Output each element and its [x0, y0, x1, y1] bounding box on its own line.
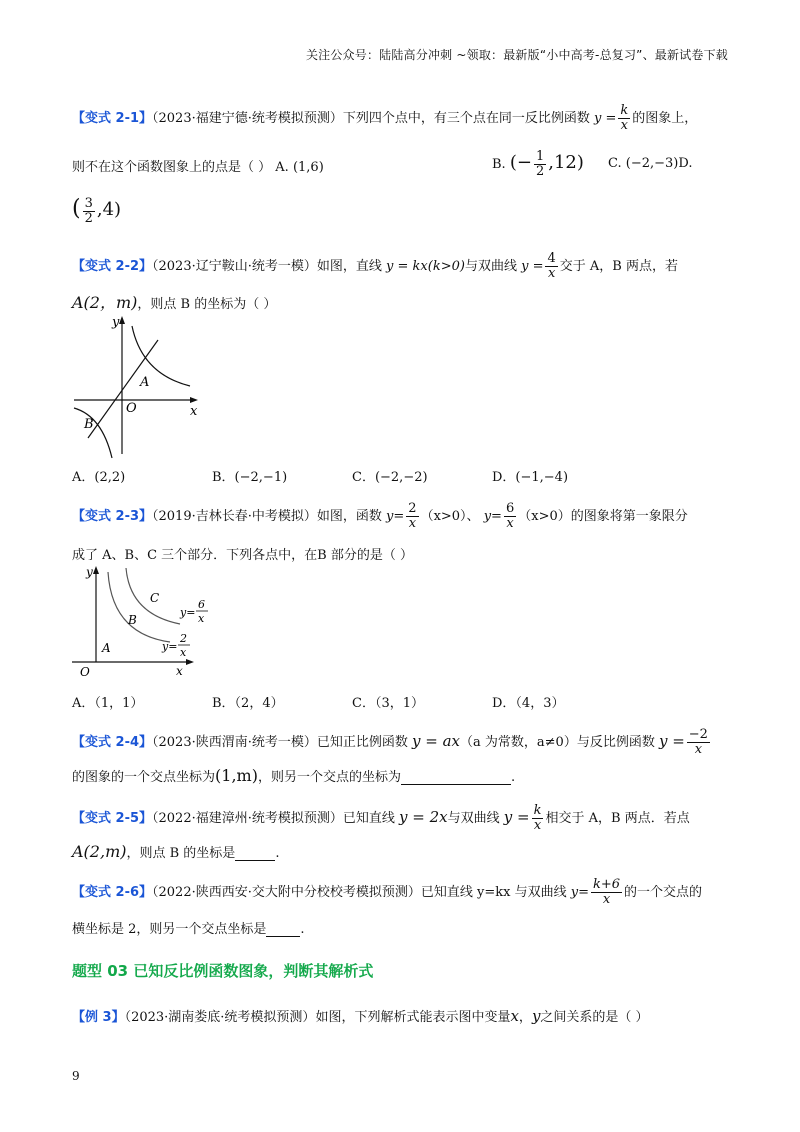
v26-hyp-fraction — [591, 878, 622, 907]
v22-a-label: A — [140, 375, 150, 390]
v21-optB-num: 1 — [535, 149, 545, 164]
v23-option-b: B．（2，4） — [212, 696, 284, 711]
v26-text3: 横坐标是 2，则另一个交点坐标是 — [72, 922, 267, 937]
ex3-text2: 之间关系的是（ ） — [540, 1010, 649, 1025]
v23-f6-lhs: y= — [180, 606, 196, 619]
v24-text5: . — [510, 770, 516, 785]
v25-hyp-lhs: y = — [503, 808, 530, 826]
v22-x-arrow — [190, 397, 198, 403]
v24-point: (1,m) — [215, 766, 258, 785]
v23-f2-num: 6 — [505, 501, 515, 516]
v23-line2: 成了 A、B、C 三个部分．下列各点中，在B 部分的是（ ） — [72, 548, 413, 563]
v26-source: （2022·陕西西安·交大附中分校校考模拟预测） — [152, 885, 421, 900]
v21-optA-value: (1,6) — [292, 160, 324, 175]
v25-source: （2022·福建漳州·统考模拟预测） — [152, 811, 343, 826]
ex3-source: （2023·湖南娄底·统考模拟预测） — [124, 1010, 316, 1025]
v22-o-label: O — [126, 401, 137, 416]
v23-x-arrow — [186, 659, 194, 665]
v24-text1: 已知正比例函数 — [316, 735, 408, 750]
v23-f1-cond: （x>0）、 — [420, 509, 480, 524]
v23-c-label: C — [150, 591, 160, 605]
v23-b-label: B — [128, 613, 137, 627]
v22-option-a: A．(2,2) — [72, 470, 126, 485]
v25-hyp-fraction — [532, 804, 544, 833]
v22-y-arrow — [119, 316, 125, 324]
ex3-var-x: x — [510, 1007, 519, 1025]
v23-source: （2019·吉林长春·中考模拟） — [152, 509, 317, 524]
v21-optC — [608, 156, 692, 171]
v25-hyp-num: k — [533, 803, 542, 818]
v23-f6-num: 6 — [198, 598, 205, 611]
page-number: 9 — [72, 1069, 80, 1083]
v23-o-label: O — [80, 665, 90, 679]
v23-curve-2x — [108, 572, 170, 642]
v23-f6-den: x — [198, 612, 205, 625]
v21-optB-label: B. — [492, 157, 506, 172]
v22-hyp-fraction — [545, 252, 557, 281]
ex3-text1: 如图，下列解析式能表示图中变量 — [315, 1010, 511, 1025]
v21-optD-den: 2 — [84, 211, 93, 226]
v22-option-b: B．(−2,−1) — [212, 470, 288, 485]
v23-f1-lhs: y= — [386, 509, 405, 524]
v25-text2: 与双曲线 — [447, 811, 500, 826]
v24-hyp-fraction — [687, 728, 710, 757]
v26-hyp-den: x — [602, 892, 611, 907]
v26-hyp-lhs: y= — [570, 885, 589, 900]
v23-f2-den: x — [506, 516, 514, 531]
v26-text1: 已知直线 y=kx 与双曲线 — [420, 885, 567, 900]
v23-f2-num: 2 — [180, 632, 187, 645]
v23-line1 — [72, 502, 688, 531]
v26-text2: 的一个交点的 — [624, 885, 703, 900]
v21-text3: 则不在这个函数图象上的点是（ ） — [72, 160, 272, 175]
v22-text2: 与双曲线 — [464, 259, 517, 274]
v21-optD-num: 3 — [84, 196, 93, 211]
v22-graph — [72, 312, 208, 462]
v24-hyp-num: −2 — [688, 727, 708, 742]
v22-option-c: C．(−2,−2) — [352, 470, 428, 485]
v24-eq1: y = ax — [412, 732, 461, 750]
v23-x-label: x — [176, 664, 183, 678]
v23-graph — [72, 564, 228, 682]
v22-tag: 【变式 2-2】 — [72, 259, 153, 274]
v22-hyp-num: 4 — [547, 251, 556, 266]
v21-tag: 【变式 2-1】 — [72, 111, 153, 126]
v23-text1: 如图，函数 — [316, 509, 382, 524]
v21-optD-pre: ( — [72, 196, 81, 221]
v23-f1-den: x — [408, 516, 417, 531]
v23-option-c: C．（3，1） — [352, 696, 424, 711]
v21-optB-fraction — [534, 150, 546, 179]
v25-line2 — [72, 842, 279, 861]
v22-point-a: A(2，m) — [72, 293, 138, 312]
v21-func-lhs: y = — [594, 111, 617, 126]
section-heading — [72, 960, 373, 981]
v21-optA-label: A. — [275, 160, 289, 175]
v24-text2: （a 为常数，a≠0）与反比例函数 — [460, 735, 655, 750]
v23-f1-num: 2 — [408, 501, 417, 516]
v22-option-d: D．(−1,−4) — [492, 470, 569, 485]
section-title: 题型 03 已知反比例函数图象，判断其解析式 — [72, 962, 374, 980]
v24-text3: 的图象的一个交点坐标为 — [72, 770, 216, 785]
v24-tag: 【变式 2-4】 — [72, 735, 153, 750]
v23-option-a: A．（1，1） — [72, 696, 144, 711]
v25-line1 — [72, 804, 690, 833]
v21-text2: 的图象上， — [632, 111, 698, 126]
v23-y-label: y — [86, 565, 93, 579]
v24-line2 — [72, 766, 515, 785]
v21-optB-post: ,12) — [548, 152, 584, 173]
v25-point: A(2,m) — [72, 842, 127, 861]
v26-line1 — [72, 878, 702, 907]
v21-optB — [492, 150, 584, 179]
v24-text4: ，则另一个交点的坐标为 — [257, 770, 401, 785]
v24-line1 — [72, 728, 712, 757]
ex3-line1 — [72, 1006, 649, 1025]
v22-text1: 如图，直线 — [316, 259, 382, 274]
v21-source: （2023·福建宁德·统考模拟预测） — [152, 111, 343, 126]
v21-func-num: k — [620, 103, 629, 118]
v21-optD-label: D. — [678, 156, 693, 171]
ex3-var-y: y — [531, 1007, 541, 1025]
v22-hyp-lhs: y = — [521, 259, 544, 274]
v23-f2-cond: （x>0） — [518, 509, 571, 524]
v22-text5: ，则点 B 的坐标为（ ） — [137, 297, 277, 312]
v22-y-label: y — [112, 315, 120, 330]
v23-y-arrow — [93, 566, 99, 574]
v22-hyp-den: x — [547, 266, 556, 281]
v26-hyp-num: k+6 — [592, 877, 621, 892]
v21-line2 — [72, 156, 324, 175]
v25-answer-blank[interactable] — [235, 846, 275, 861]
v23-option-d: D．（4，3） — [492, 696, 565, 711]
v21-optC-label: C. — [608, 156, 622, 171]
v24-answer-blank[interactable] — [401, 770, 511, 785]
v26-text4: . — [300, 922, 305, 937]
v25-text5: . — [275, 846, 280, 861]
ex3-sep: ， — [518, 1010, 532, 1025]
v22-source: （2023·辽宁鞍山·统考一模） — [152, 259, 317, 274]
v21-optD — [72, 196, 121, 226]
v22-line-eq: y = kx(k>0) — [386, 259, 465, 274]
v25-hyp-den: x — [533, 818, 542, 833]
v23-f2-fraction — [504, 502, 516, 531]
v23-text2: 的图象将第一象限分 — [570, 509, 688, 524]
ex3-tag: 【例 3】 — [72, 1010, 125, 1025]
v23-f2-lhs: y= — [162, 640, 178, 653]
v21-optB-pre: (− — [509, 152, 532, 173]
v21-func-fraction — [618, 104, 630, 133]
v26-answer-blank[interactable] — [266, 922, 300, 937]
v24-hyp-den: x — [694, 742, 703, 757]
v21-optC-value: (−2,−3) — [625, 156, 679, 171]
v21-line1 — [72, 104, 697, 133]
v26-tag: 【变式 2-6】 — [72, 885, 153, 900]
v23-a-label: A — [102, 641, 111, 655]
v25-tag: 【变式 2-5】 — [72, 811, 153, 826]
v22-line2 — [72, 290, 276, 313]
v21-optB-den: 2 — [535, 164, 545, 179]
v23-f1-fraction — [406, 502, 418, 531]
v25-text1: 已知直线 — [342, 811, 395, 826]
v22-x-label: x — [190, 404, 198, 419]
v22-hyperbola-q3 — [74, 408, 112, 458]
v23-f2-den: x — [180, 646, 187, 659]
v23-f2-lhs: y= — [483, 509, 502, 524]
v24-hyp-lhs: y = — [658, 732, 685, 750]
v21-func-den: x — [620, 118, 629, 133]
v21-optD-post: ,4) — [96, 199, 122, 220]
v25-eq1: y = 2x — [399, 808, 448, 826]
v24-source: （2023·陕西渭南·统考一模） — [152, 735, 317, 750]
v22-b-label: B — [84, 417, 94, 432]
v25-text4: ，则点 B 的坐标是 — [126, 846, 236, 861]
v22-text3: 交于 A，B 两点，若 — [559, 259, 678, 274]
page-header: 关注公众号：陆陆高分冲刺 ~领取：最新版“小中高考-总复习”、最新试卷下载 — [305, 48, 728, 62]
v26-line2 — [72, 918, 305, 937]
v21-optD-fraction — [83, 197, 95, 226]
v22-line1 — [72, 252, 678, 281]
v23-tag: 【变式 2-3】 — [72, 509, 153, 524]
v21-text1: 下列四个点中，有三个点在同一反比例函数 — [342, 111, 590, 126]
v25-text3: 相交于 A，B 两点．若点 — [545, 811, 690, 826]
